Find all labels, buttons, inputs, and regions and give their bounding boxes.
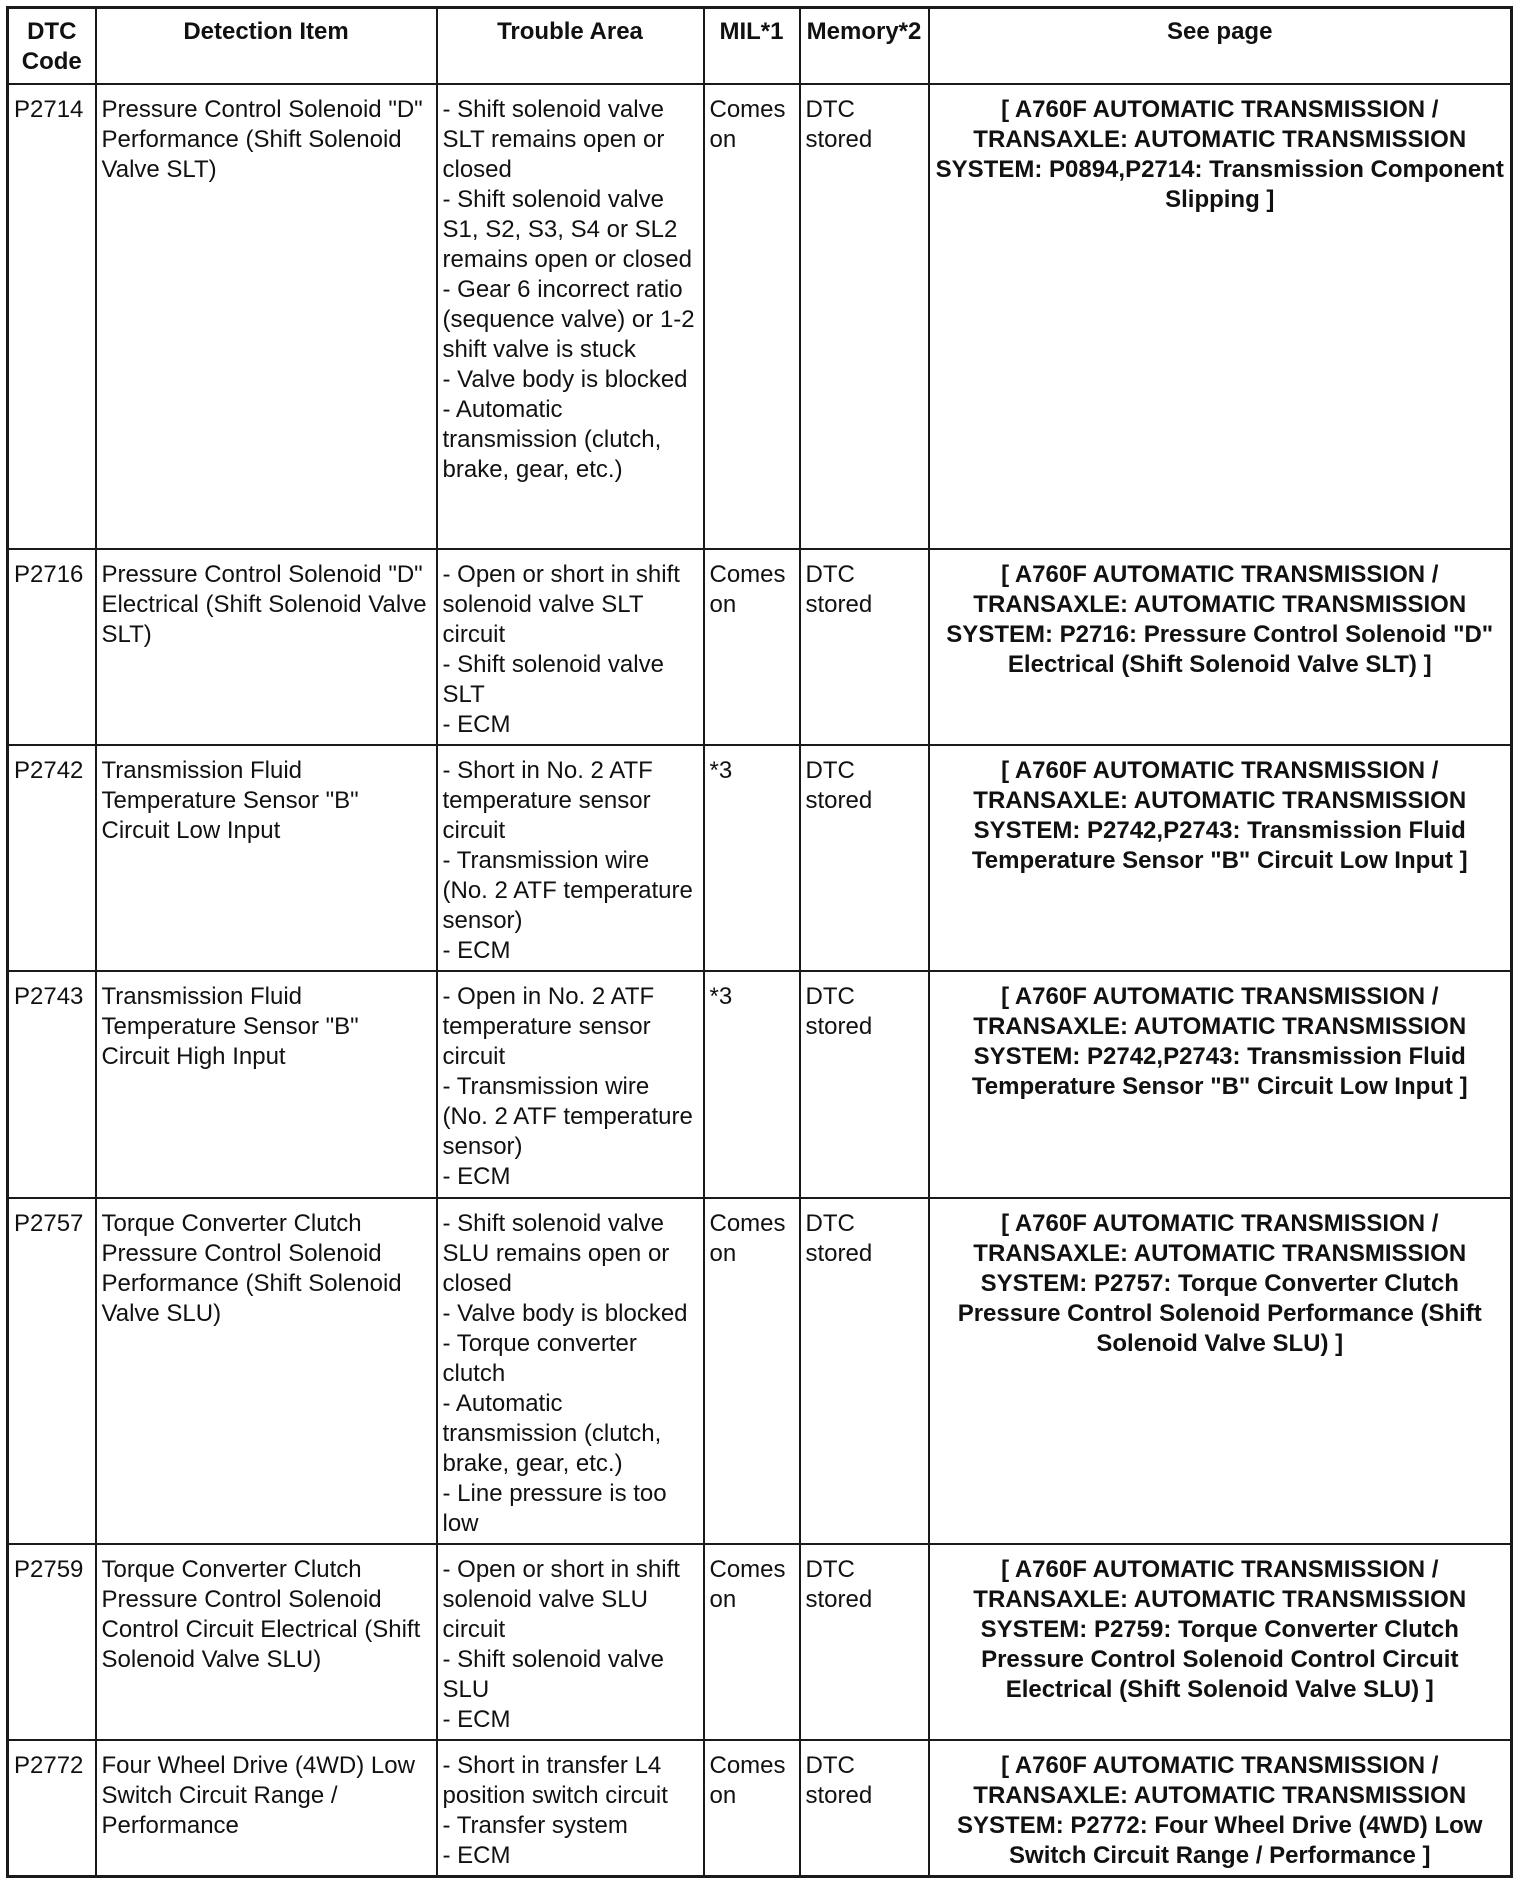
memory-cell: DTC stored [800,549,929,745]
trouble-area-cell [437,84,704,549]
see-page-link: [ A760F AUTOMATIC TRANSMISSION / TRANSAXLE: AUTOMATIC TRANSMISSION SYSTEM: P2742,P2743: Transmission Fluid Temperature Sensor "B" Circuit Low Input ] [929,745,1512,971]
dtc-code-cell: P2759 [8,1544,96,1740]
mil-cell: Comes on [704,549,800,745]
header-dtc-code: DTC Code [8,8,96,85]
memory-cell: DTC stored [800,84,929,549]
trouble-area-entry: - Automatic transmission (clutch, brake, gear, etc.) [442,396,662,483]
trouble-area-entry: - Torque converter clutch [442,1329,637,1387]
detection-item-cell: Transmission Fluid Temperature Sensor "B" Circuit Low Input [96,745,437,971]
see-page-link: [ A760F AUTOMATIC TRANSMISSION / TRANSAXLE: AUTOMATIC TRANSMISSION SYSTEM: P0894,P2714: Transmission Component Slipping ] [929,84,1512,549]
trouble-area-entry: - ECM [442,711,511,739]
mil-cell: *3 [704,971,800,1197]
trouble-area-cell [437,745,704,971]
table-row [8,549,1512,745]
trouble-area-cell [437,1198,704,1544]
trouble-area-entry: - Gear 6 incorrect ratio (sequence valve) or 1-2 shift valve is stuck [442,276,695,363]
table-row [8,84,1512,549]
trouble-area-entry: - Open in No. 2 ATF temperature sensor circuit [442,983,655,1071]
detection-item-cell: Four Wheel Drive (4WD) Low Switch Circuit Range / Performance [96,1740,437,1877]
table-body [8,84,1512,1877]
memory-cell: DTC stored [800,1740,929,1877]
trouble-area-entry: - Transmission wire (No. 2 ATF temperature sensor) [442,847,693,935]
table-row [8,1544,1512,1740]
see-page-link: [ A760F AUTOMATIC TRANSMISSION / TRANSAXLE: AUTOMATIC TRANSMISSION SYSTEM: P2742,P2743: Transmission Fluid Temperature Sensor "B" Circuit Low Input ] [929,971,1512,1197]
header-memory: Memory*2 [800,8,929,85]
dtc-code-cell: P2714 [8,84,96,549]
see-page-link: [ A760F AUTOMATIC TRANSMISSION / TRANSAXLE: AUTOMATIC TRANSMISSION SYSTEM: P2757: Torque Converter Clutch Pressure Control Solenoid Performance (Shift Solenoid Valve SLU) ] [929,1198,1512,1544]
trouble-area-entry: - ECM [442,1841,511,1869]
dtc-code-cell: P2742 [8,745,96,971]
memory-cell: DTC stored [800,1198,929,1544]
trouble-area-entry: - Short in No. 2 ATF temperature sensor circuit [442,757,653,845]
header-trouble-area: Trouble Area [437,8,704,85]
mil-cell: Comes on [704,1740,800,1877]
table-header [8,8,1512,85]
see-page-link: [ A760F AUTOMATIC TRANSMISSION / TRANSAXLE: AUTOMATIC TRANSMISSION SYSTEM: P2759: Torque Converter Clutch Pressure Control Solenoid Control Circuit Electrical (Shift Solenoid Valve SLU) ] [929,1544,1512,1740]
detection-item-cell: Transmission Fluid Temperature Sensor "B" Circuit High Input [96,971,437,1197]
memory-cell: DTC stored [800,745,929,971]
see-page-link: [ A760F AUTOMATIC TRANSMISSION / TRANSAXLE: AUTOMATIC TRANSMISSION SYSTEM: P2716: Pressure Control Solenoid "D" Electrical (Shift Solenoid Valve SLT) ] [929,549,1512,745]
dtc-code-cell: P2772 [8,1740,96,1877]
header-detection-item: Detection Item [96,8,437,85]
see-page-link: [ A760F AUTOMATIC TRANSMISSION / TRANSAXLE: AUTOMATIC TRANSMISSION SYSTEM: P2772: Four Wheel Drive (4WD) Low Switch Circuit Range / Performance ] [929,1740,1512,1877]
trouble-area-cell [437,971,704,1197]
detection-item-cell: Torque Converter Clutch Pressure Control Solenoid Performance (Shift Solenoid Valve SLU) [96,1198,437,1544]
memory-cell: DTC stored [800,971,929,1197]
trouble-area-entry: - Transmission wire (No. 2 ATF temperature sensor) [442,1073,693,1161]
dtc-code-cell: P2716 [8,549,96,745]
table-row [8,1740,1512,1877]
trouble-area-entry: - Shift solenoid valve SLT remains open or closed [442,96,665,183]
table-row [8,1198,1512,1544]
trouble-area-entry: - Valve body is blocked [442,1299,688,1327]
detection-item-cell: Pressure Control Solenoid "D" Electrical (Shift Solenoid Valve SLT) [96,549,437,745]
dtc-code-cell: P2743 [8,971,96,1197]
trouble-area-entry: - Shift solenoid valve SLU [442,1645,664,1703]
mil-cell: Comes on [704,84,800,549]
mil-cell: Comes on [704,1544,800,1740]
table-row [8,745,1512,971]
trouble-area-entry: - Valve body is blocked [442,366,688,393]
mil-cell: *3 [704,745,800,971]
header-mil: MIL*1 [704,8,800,85]
trouble-area-entry: - ECM [442,1705,511,1733]
detection-item-cell: Pressure Control Solenoid "D" Performance (Shift Solenoid Valve SLT) [96,84,437,549]
trouble-area-entry: - Line pressure is too low [442,1479,667,1537]
trouble-area-entry: - Shift solenoid valve SLU remains open or closed [442,1209,670,1297]
mil-cell: Comes on [704,1198,800,1544]
trouble-area-entry: - Automatic transmission (clutch, brake, gear, etc.) [442,1389,662,1477]
trouble-area-cell [437,1544,704,1740]
header-row [8,8,1512,85]
table-row [8,971,1512,1197]
trouble-area-entry: - Short in transfer L4 position switch circuit [442,1751,668,1809]
dtc-code-cell: P2757 [8,1198,96,1544]
trouble-area-entry: - Transfer system [442,1811,628,1839]
trouble-area-entry: - Open or short in shift solenoid valve SLT circuit [442,561,680,649]
trouble-area-entry: - ECM [442,1163,511,1191]
trouble-area-cell [437,1740,704,1877]
trouble-area-entry: - ECM [442,937,511,965]
dtc-table [6,6,1513,1878]
trouble-area-entry: - Shift solenoid valve S1, S2, S3, S4 or SL2 remains open or closed [442,186,692,273]
header-see-page: See page [929,8,1512,85]
trouble-area-entry: - Open or short in shift solenoid valve SLU circuit [442,1555,680,1643]
trouble-area-cell [437,549,704,745]
memory-cell: DTC stored [800,1544,929,1740]
trouble-area-entry: - Shift solenoid valve SLT [442,651,664,709]
detection-item-cell: Torque Converter Clutch Pressure Control Solenoid Control Circuit Electrical (Shift Solenoid Valve SLU) [96,1544,437,1740]
